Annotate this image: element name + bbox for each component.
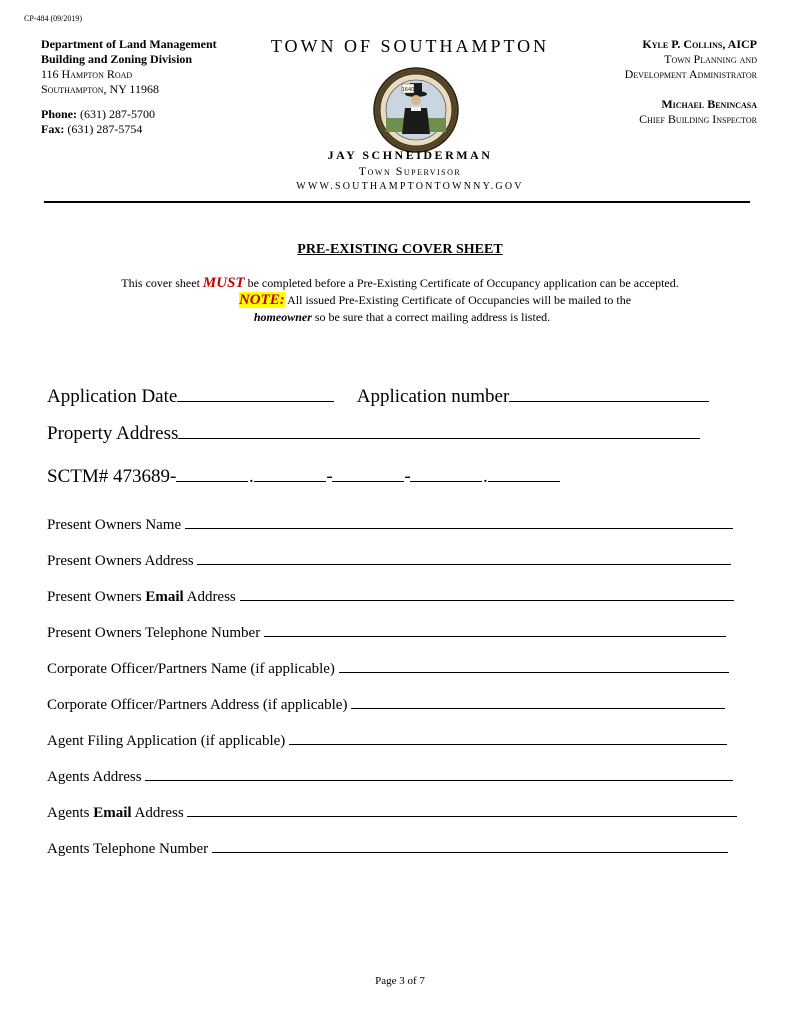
sctm-sublot-field[interactable] xyxy=(488,464,560,482)
present-owners-address-label: Present Owners Address xyxy=(47,553,194,569)
fax-number: (631) 287-5754 xyxy=(67,122,143,136)
application-number-label: Application number xyxy=(356,386,510,407)
fax-line xyxy=(41,122,217,137)
corporate-address-label: Corporate Officer/Partners Address (if applicable) xyxy=(47,697,348,713)
property-address-field[interactable] xyxy=(178,421,700,439)
sctm-row xyxy=(47,464,560,488)
sctm-block-field[interactable] xyxy=(332,464,404,482)
present-owners-email-row xyxy=(47,586,734,606)
supervisor-title: Town Supervisor xyxy=(358,164,462,178)
agent-filing-field[interactable] xyxy=(289,730,727,745)
street-address: 116 Hampton Road xyxy=(41,67,133,81)
sctm-sep-4: . xyxy=(482,466,488,487)
present-owners-email-label: Present Owners xyxy=(47,589,142,605)
division-name: Building and Zoning Division xyxy=(41,52,193,66)
agents-telephone-label: Agents Telephone Number xyxy=(47,841,209,857)
corporate-address-field[interactable] xyxy=(351,694,725,709)
corporate-address-row xyxy=(47,694,725,714)
phone-number: (631) 287-5700 xyxy=(80,107,155,121)
official-name-1: Kyle P. Collins, AICP xyxy=(642,37,757,51)
town-title: TOWN OF SOUTHAMPTON xyxy=(270,36,550,56)
agents-address-field[interactable] xyxy=(145,766,733,781)
phone-line xyxy=(41,107,217,122)
property-address-row xyxy=(47,421,700,445)
sctm-section-field[interactable] xyxy=(254,464,326,482)
corporate-name-row xyxy=(47,658,729,678)
official-role-1a: Town Planning and xyxy=(664,52,757,66)
agents-address-label: Agents Address xyxy=(47,769,142,785)
note-line xyxy=(0,292,800,309)
must-emphasis: MUST xyxy=(202,275,245,291)
application-date-label: Application Date xyxy=(47,386,178,407)
present-owners-telephone-field[interactable] xyxy=(264,622,726,637)
phone-label: Phone: xyxy=(41,107,77,121)
fax-label: Fax: xyxy=(41,122,65,136)
present-owners-name-label: Present Owners Name xyxy=(47,517,182,533)
sctm-sep-3: - xyxy=(404,466,411,487)
note-end: so be sure that a correct mailing address is listed. xyxy=(314,310,551,324)
present-owners-email-address-word: Address xyxy=(186,589,236,605)
property-address-label: Property Address xyxy=(47,423,179,444)
present-owners-address-row xyxy=(47,550,731,570)
agents-email-label: Agents xyxy=(47,805,90,821)
website: WWW.SOUTHAMPTONTOWNNY.GOV xyxy=(296,181,524,192)
supervisor-block xyxy=(250,147,570,195)
page-number: Page 3 of 7 xyxy=(375,975,425,987)
present-owners-telephone-row xyxy=(47,622,726,642)
homeowner-emphasis: homeowner xyxy=(253,310,312,324)
official-name-2: Michael Benincasa xyxy=(661,97,757,111)
header-divider xyxy=(44,201,750,203)
officials-block xyxy=(625,37,757,127)
department-block xyxy=(41,37,217,137)
sctm-sep-2: - xyxy=(326,466,333,487)
agent-filing-row xyxy=(47,730,727,750)
application-row xyxy=(47,384,709,408)
agents-email-word: Email xyxy=(93,805,132,821)
agents-email-field[interactable] xyxy=(187,802,737,817)
sheet-title: PRE-EXISTING COVER SHEET xyxy=(297,242,503,257)
seal-year: 1640 xyxy=(401,87,415,93)
present-owners-name-row xyxy=(47,514,733,534)
supervisor-name: JAY SCHNEIDERMAN xyxy=(327,148,493,162)
sctm-label: SCTM# 473689- xyxy=(47,466,177,487)
corporate-name-label: Corporate Officer/Partners Name (if applicable) xyxy=(47,661,335,677)
official-role-2: Chief Building Inspector xyxy=(639,112,757,126)
department-name: Department of Land Management xyxy=(41,37,217,51)
sctm-sep-1: . xyxy=(248,466,254,487)
present-owners-email-field[interactable] xyxy=(240,586,734,601)
intro-text xyxy=(0,275,800,326)
intro-line-1 xyxy=(0,275,800,292)
agents-email-address-word: Address xyxy=(134,805,184,821)
present-owners-telephone-label: Present Owners Telephone Number xyxy=(47,625,261,641)
note-line-2 xyxy=(0,309,800,326)
form-code: CP-484 (09/2019) xyxy=(24,14,82,23)
agents-email-row xyxy=(47,802,737,822)
note-text: All issued Pre-Existing Certificate of Occupancies will be mailed to the xyxy=(287,293,632,307)
city-address: Southampton, NY 11968 xyxy=(41,82,159,96)
town-seal-icon xyxy=(372,66,460,154)
agents-telephone-field[interactable] xyxy=(212,838,728,853)
agents-telephone-row xyxy=(47,838,728,858)
note-label: NOTE: xyxy=(238,292,285,308)
agent-filing-label: Agent Filing Application (if applicable) xyxy=(47,733,286,749)
intro-before-must: This cover sheet xyxy=(121,276,200,290)
agents-address-row xyxy=(47,766,733,786)
official-role-1b: Development Administrator xyxy=(624,67,757,81)
intro-after-must: be completed before a Pre-Existing Certificate of Occupancy application can be accepted. xyxy=(247,276,679,290)
sctm-district-field[interactable] xyxy=(176,464,248,482)
corporate-name-field[interactable] xyxy=(339,658,729,673)
present-owners-name-field[interactable] xyxy=(185,514,733,529)
sctm-lot-field[interactable] xyxy=(410,464,482,482)
application-date-field[interactable] xyxy=(177,384,334,402)
present-owners-email-word: Email xyxy=(145,589,184,605)
present-owners-address-field[interactable] xyxy=(197,550,731,565)
application-number-field[interactable] xyxy=(509,384,709,402)
